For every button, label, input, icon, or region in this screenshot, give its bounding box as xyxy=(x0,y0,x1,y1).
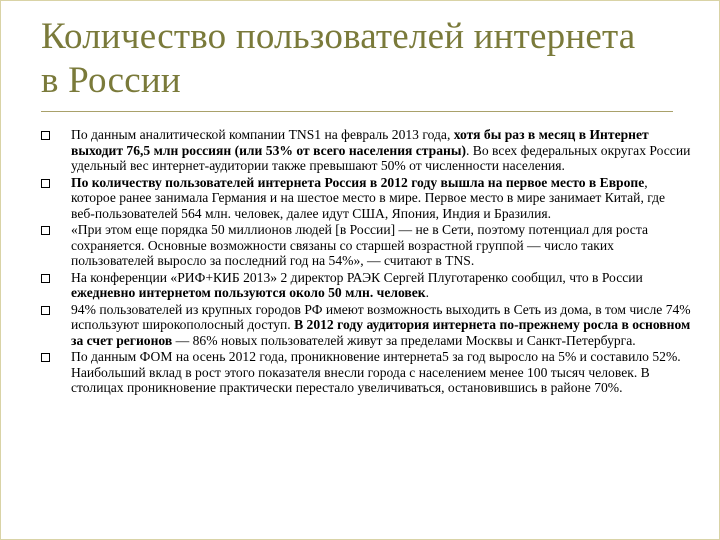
square-bullet-icon xyxy=(41,353,50,362)
slide-title-line-2: в России xyxy=(41,60,181,101)
bullet-list xyxy=(41,127,691,397)
square-bullet-icon xyxy=(41,306,50,315)
bullet-text-plain: «При этом еще порядка 50 миллионов людей [в России] — не в Сети, поэтому потенциал для роста сохраняется. Основные возможности связаны со старшей возрастной группой — число таких пользователей выросло за последний год на 54%», — считают в TNS. xyxy=(71,222,648,268)
bullet-item-4 xyxy=(41,270,691,301)
bullet-item-3 xyxy=(41,222,691,269)
bullet-text xyxy=(71,302,691,348)
square-bullet-icon xyxy=(41,131,50,140)
square-bullet-icon xyxy=(41,179,50,188)
bullet-text-plain: На конференции «РИФ+КИБ 2013» 2 директор РАЭК Сергей Плуготаренко сообщил, что в России xyxy=(71,269,643,285)
square-bullet-icon xyxy=(41,226,50,235)
slide-title-line-1: Количество пользователей интернета xyxy=(41,16,636,57)
bullet-text-plain: 94% пользователей из крупных городов РФ имеют возможность выходить в Сеть из дома, в том числе 74% используют широкополосный доступ. xyxy=(71,301,691,332)
bullet-text-plain: — 86% новых пользователей живут за пределами Москвы и Санкт-Петербурга. xyxy=(172,332,636,348)
bullet-text-plain: . xyxy=(425,285,430,300)
bullet-text-bold: В 2012 году аудитория интернета по-прежнему росла в основном за счет регионов xyxy=(71,317,691,348)
title-divider xyxy=(41,111,673,112)
bullet-text xyxy=(71,270,643,301)
bullet-text xyxy=(71,175,665,221)
bullet-item-5 xyxy=(41,302,691,349)
bullet-text-bold: По количеству пользователей интернета Россия в 2012 году вышла на первое место в Европе xyxy=(71,174,645,190)
bullet-text-bold: ежедневно интернетом пользуются около 50 млн. человек xyxy=(71,285,426,300)
bullet-text-plain: По данным ФОМ на осень 2012 года, проникновение интернета5 за год выросло на 5% и составило 52%. Наибольший вклад в рост этого показателя внесли города с населением менее 100 тысяч человек. В столицах проникновение практически перестало увеличиваться, остановившись в районе 70%. xyxy=(71,349,681,395)
bullet-item-2 xyxy=(41,175,691,222)
bullet-text-plain: По данным аналитической компании TNS1 на февраль 2013 года, xyxy=(71,127,454,142)
bullet-text-bold: хотя бы раз в месяц в Интернет выходит 76,5 млн россиян (или 53% от всего населения страны) xyxy=(71,127,649,158)
bullet-text xyxy=(71,127,690,173)
bullet-text-plain: , которое ранее занимала Германия и на шестое место в мире. Первое место в мире занимает Китай, где веб-пользователей 564 млн. человек, далее идут США, Япония, Индия и Бразилия. xyxy=(71,174,666,221)
bullet-text xyxy=(71,222,648,268)
slide-title xyxy=(41,15,681,103)
bullet-text-plain: . Во всех федеральных округах России удельный вес интернет-аудитории также превышают 50% от численности населения. xyxy=(71,142,691,173)
square-bullet-icon xyxy=(41,274,50,283)
bullet-text xyxy=(71,349,681,395)
bullet-item-6 xyxy=(41,349,691,396)
bullet-item-1 xyxy=(41,127,691,174)
